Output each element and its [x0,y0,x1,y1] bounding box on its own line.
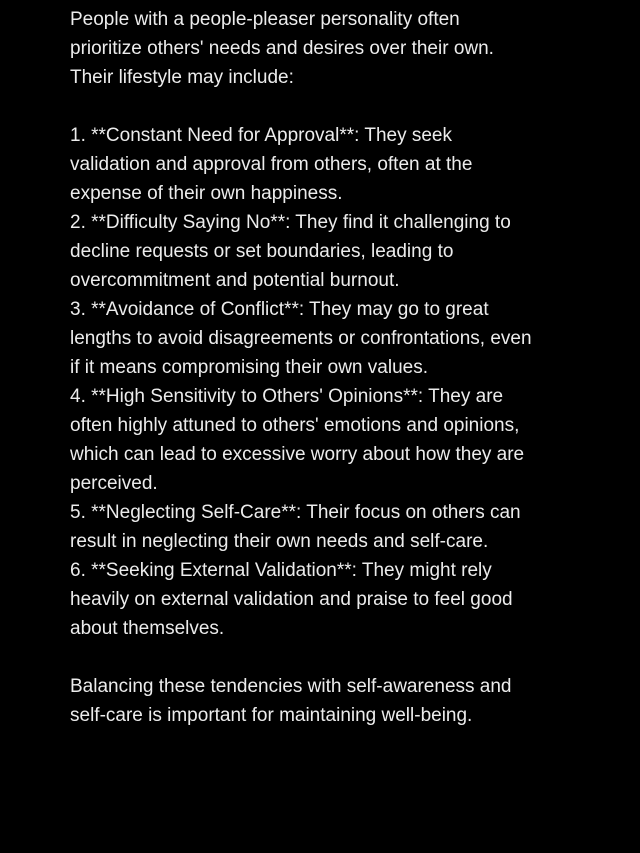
intro-paragraph: People with a people-pleaser personality often prioritize others' needs and desires over their own. Their lifestyle may include: [70,9,494,88]
paragraph-gap [70,643,532,672]
list-item-4: 4. **High Sensitivity to Others' Opinions**: They are often highly attuned to others' emotions and opinions, which can lead to excessive worry about how they are perceived. [70,386,525,494]
list-item-1: 1. **Constant Need for Approval**: They seek validation and approval from others, often at the expense of their own happiness. [70,125,473,204]
paragraph-gap [70,92,532,121]
list-item-6: 6. **Seeking External Validation**: They might rely heavily on external validation and praise to feel good about themselves. [70,560,513,639]
conclusion-paragraph: Balancing these tendencies with self-awareness and self-care is important for maintaining well-being. [70,676,512,726]
list-item-5: 5. **Neglecting Self-Care**: Their focus on others can result in neglecting their own needs and self-care. [70,502,521,552]
list-item-2: 2. **Difficulty Saying No**: They find it challenging to decline requests or set boundaries, leading to overcommitment and potential burnout. [70,212,511,291]
list-item-3: 3. **Avoidance of Conflict**: They may go to great lengths to avoid disagreements or confrontations, even if it means compromising their own values. [70,299,532,378]
message-text [70,5,532,730]
